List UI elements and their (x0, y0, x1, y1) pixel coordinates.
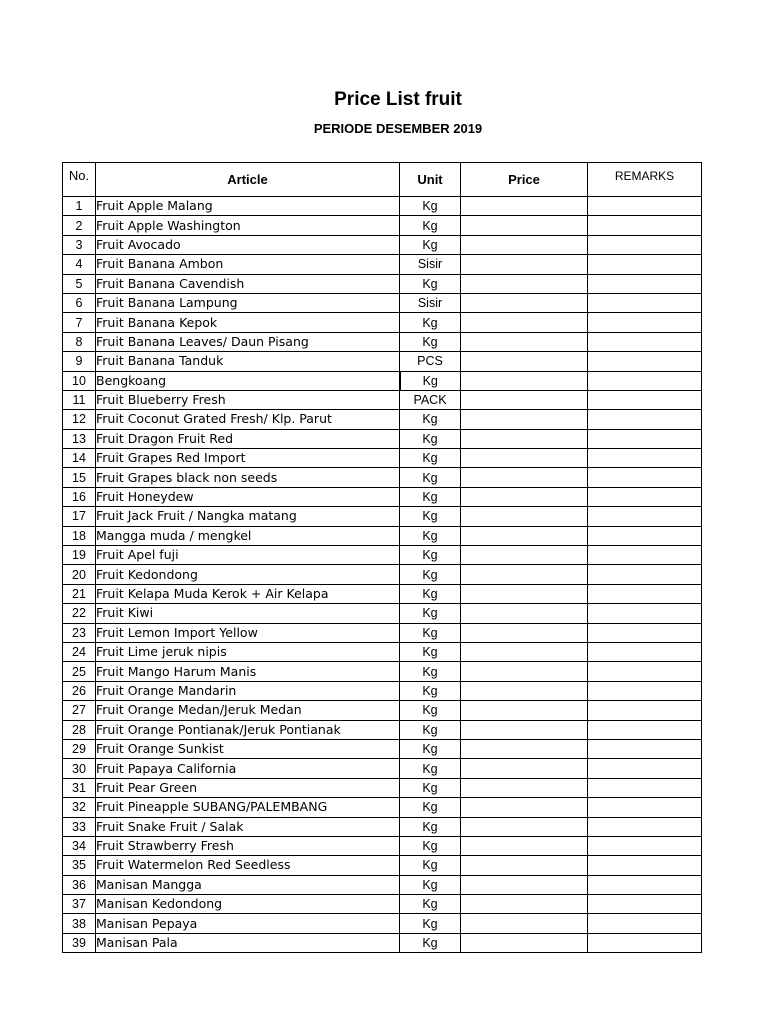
row-number: 25 (63, 662, 96, 681)
table-row (63, 642, 702, 661)
row-number: 16 (63, 487, 96, 506)
unit-cell: Kg (400, 565, 461, 584)
row-number: 9 (63, 352, 96, 371)
row-number: 31 (63, 778, 96, 797)
article-cell: Fruit Pear Green (96, 778, 400, 797)
article-cell: Fruit Banana Cavendish (96, 274, 400, 293)
row-number: 11 (63, 390, 96, 409)
price-cell (461, 429, 588, 448)
unit-cell: Kg (400, 933, 461, 952)
table-row (63, 468, 702, 487)
price-cell (461, 642, 588, 661)
table-row (63, 662, 702, 681)
remarks-cell (588, 778, 702, 797)
row-number: 13 (63, 429, 96, 448)
price-cell (461, 604, 588, 623)
price-cell (461, 623, 588, 642)
price-cell (461, 798, 588, 817)
article-cell: Manisan Pala (96, 933, 400, 952)
price-table (62, 162, 702, 953)
unit-cell: Kg (400, 720, 461, 739)
article-cell: Fruit Banana Kepok (96, 313, 400, 332)
table-row (63, 720, 702, 739)
article-cell: Fruit Banana Lampung (96, 293, 400, 312)
remarks-cell (588, 604, 702, 623)
article-cell: Fruit Lemon Import Yellow (96, 623, 400, 642)
article-cell: Fruit Jack Fruit / Nangka matang (96, 507, 400, 526)
article-cell: Fruit Apple Malang (96, 197, 400, 216)
unit-cell: Kg (400, 914, 461, 933)
price-cell (461, 197, 588, 216)
row-number: 12 (63, 410, 96, 429)
unit-cell: Kg (400, 197, 461, 216)
table-row (63, 235, 702, 254)
table-row (63, 546, 702, 565)
article-cell: Fruit Mango Harum Manis (96, 662, 400, 681)
price-cell (461, 778, 588, 797)
remarks-cell (588, 895, 702, 914)
price-cell (461, 468, 588, 487)
row-number: 22 (63, 604, 96, 623)
article-cell: Fruit Apple Washington (96, 216, 400, 235)
unit-cell: Kg (400, 468, 461, 487)
price-cell (461, 390, 588, 409)
unit-cell: Kg (400, 526, 461, 545)
row-number: 34 (63, 836, 96, 855)
price-cell (461, 274, 588, 293)
price-cell (461, 235, 588, 254)
row-number: 10 (63, 371, 96, 390)
unit-cell: Kg (400, 546, 461, 565)
table-row (63, 565, 702, 584)
table-row (63, 293, 702, 312)
price-cell (461, 255, 588, 274)
remarks-cell (588, 487, 702, 506)
price-cell (461, 352, 588, 371)
remarks-cell (588, 216, 702, 235)
remarks-cell (588, 701, 702, 720)
price-cell (461, 507, 588, 526)
table-row (63, 526, 702, 545)
row-number: 33 (63, 817, 96, 836)
remarks-cell (588, 798, 702, 817)
row-number: 15 (63, 468, 96, 487)
remarks-cell (588, 468, 702, 487)
unit-cell: Kg (400, 681, 461, 700)
price-cell (461, 371, 588, 390)
table-row (63, 856, 702, 875)
row-number: 8 (63, 332, 96, 351)
page-subtitle: PERIODE DESEMBER 2019 (313, 121, 483, 136)
article-cell: Bengkoang (96, 371, 400, 390)
unit-cell: Kg (400, 604, 461, 623)
remarks-cell (588, 681, 702, 700)
table-row (63, 914, 702, 933)
table-row (63, 778, 702, 797)
price-cell (461, 701, 588, 720)
unit-cell: Kg (400, 895, 461, 914)
table-row (63, 429, 702, 448)
remarks-cell (588, 293, 702, 312)
price-cell (461, 449, 588, 468)
remarks-cell (588, 914, 702, 933)
article-cell: Fruit Kedondong (96, 565, 400, 584)
price-cell (461, 487, 588, 506)
row-number: 4 (63, 255, 96, 274)
article-cell: Mangga muda / mengkel (96, 526, 400, 545)
price-cell (461, 739, 588, 758)
remarks-cell (588, 526, 702, 545)
remarks-cell (588, 856, 702, 875)
table-row (63, 875, 702, 894)
price-cell (461, 313, 588, 332)
row-number: 14 (63, 449, 96, 468)
remarks-cell (588, 739, 702, 758)
remarks-cell (588, 313, 702, 332)
unit-cell: Kg (400, 856, 461, 875)
table-row (63, 274, 702, 293)
row-number: 23 (63, 623, 96, 642)
remarks-cell (588, 759, 702, 778)
remarks-cell (588, 332, 702, 351)
remarks-cell (588, 623, 702, 642)
unit-cell: Kg (400, 739, 461, 758)
unit-cell: Kg (400, 429, 461, 448)
header-remarks: REMARKS (588, 163, 702, 197)
row-number: 29 (63, 739, 96, 758)
price-cell (461, 293, 588, 312)
table-row (63, 817, 702, 836)
row-number: 37 (63, 895, 96, 914)
unit-cell: Sisir (400, 293, 461, 312)
article-cell: Fruit Kiwi (96, 604, 400, 623)
unit-cell: Kg (400, 875, 461, 894)
price-cell (461, 662, 588, 681)
unit-cell: Kg (400, 798, 461, 817)
article-cell: Fruit Apel fuji (96, 546, 400, 565)
unit-cell: Kg (400, 701, 461, 720)
table-row (63, 313, 702, 332)
price-cell (461, 332, 588, 351)
unit-cell: Kg (400, 371, 461, 390)
row-number: 27 (63, 701, 96, 720)
unit-cell: Kg (400, 313, 461, 332)
price-cell (461, 759, 588, 778)
table-row (63, 507, 702, 526)
header-article: Article (96, 163, 400, 197)
price-cell (461, 216, 588, 235)
table-row (63, 332, 702, 351)
unit-cell: Kg (400, 449, 461, 468)
article-cell: Fruit Blueberry Fresh (96, 390, 400, 409)
remarks-cell (588, 449, 702, 468)
price-cell (461, 914, 588, 933)
price-cell (461, 817, 588, 836)
page-title: Price List fruit (334, 89, 462, 110)
article-cell: Fruit Orange Mandarin (96, 681, 400, 700)
table-row (63, 759, 702, 778)
article-cell: Fruit Snake Fruit / Salak (96, 817, 400, 836)
table-row (63, 739, 702, 758)
unit-cell: Kg (400, 817, 461, 836)
row-number: 21 (63, 584, 96, 603)
table-body (63, 197, 702, 953)
price-cell (461, 933, 588, 952)
article-cell: Fruit Pineapple SUBANG/PALEMBANG (96, 798, 400, 817)
remarks-cell (588, 546, 702, 565)
row-number: 24 (63, 642, 96, 661)
remarks-cell (588, 197, 702, 216)
table-row (63, 487, 702, 506)
header-unit: Unit (400, 163, 461, 197)
row-number: 17 (63, 507, 96, 526)
remarks-cell (588, 352, 702, 371)
article-cell: Fruit Kelapa Muda Kerok + Air Kelapa (96, 584, 400, 603)
row-number: 32 (63, 798, 96, 817)
remarks-cell (588, 390, 702, 409)
article-cell: Fruit Honeydew (96, 487, 400, 506)
unit-cell: Kg (400, 662, 461, 681)
row-number: 18 (63, 526, 96, 545)
price-cell (461, 546, 588, 565)
table-row (63, 701, 702, 720)
row-number: 35 (63, 856, 96, 875)
row-number: 30 (63, 759, 96, 778)
table-row (63, 933, 702, 952)
unit-cell: Kg (400, 487, 461, 506)
table-row (63, 681, 702, 700)
remarks-cell (588, 875, 702, 894)
row-number: 36 (63, 875, 96, 894)
article-cell: Fruit Papaya California (96, 759, 400, 778)
article-cell: Fruit Banana Tanduk (96, 352, 400, 371)
article-cell: Fruit Strawberry Fresh (96, 836, 400, 855)
unit-cell: Kg (400, 216, 461, 235)
price-cell (461, 565, 588, 584)
article-cell: Fruit Grapes black non seeds (96, 468, 400, 487)
row-number: 26 (63, 681, 96, 700)
unit-cell: Kg (400, 332, 461, 351)
price-cell (461, 410, 588, 429)
row-number: 38 (63, 914, 96, 933)
header-price: Price (461, 163, 588, 197)
article-cell: Fruit Lime jeruk nipis (96, 642, 400, 661)
remarks-cell (588, 255, 702, 274)
unit-cell: Kg (400, 623, 461, 642)
table-row (63, 836, 702, 855)
article-cell: Fruit Dragon Fruit Red (96, 429, 400, 448)
table-header-row (63, 163, 702, 197)
price-cell (461, 720, 588, 739)
row-number: 19 (63, 546, 96, 565)
row-number: 2 (63, 216, 96, 235)
unit-cell: Kg (400, 274, 461, 293)
remarks-cell (588, 410, 702, 429)
row-number: 6 (63, 293, 96, 312)
article-cell: Fruit Avocado (96, 235, 400, 254)
remarks-cell (588, 235, 702, 254)
unit-cell: Kg (400, 584, 461, 603)
article-cell: Manisan Mangga (96, 875, 400, 894)
price-cell (461, 856, 588, 875)
remarks-cell (588, 836, 702, 855)
price-cell (461, 875, 588, 894)
article-cell: Fruit Orange Sunkist (96, 739, 400, 758)
unit-cell: PCS (400, 352, 461, 371)
article-cell: Fruit Orange Pontianak/Jeruk Pontianak (96, 720, 400, 739)
article-cell: Fruit Grapes Red Import (96, 449, 400, 468)
article-cell: Fruit Orange Medan/Jeruk Medan (96, 701, 400, 720)
unit-cell: Kg (400, 507, 461, 526)
row-number: 7 (63, 313, 96, 332)
remarks-cell (588, 507, 702, 526)
remarks-cell (588, 429, 702, 448)
table-row (63, 584, 702, 603)
table-row (63, 352, 702, 371)
row-number: 5 (63, 274, 96, 293)
price-cell (461, 681, 588, 700)
remarks-cell (588, 371, 702, 390)
row-number: 3 (63, 235, 96, 254)
unit-cell: Kg (400, 235, 461, 254)
article-cell: Manisan Pepaya (96, 914, 400, 933)
table-row (63, 216, 702, 235)
remarks-cell (588, 584, 702, 603)
article-cell: Fruit Coconut Grated Fresh/ Klp. Parut (96, 410, 400, 429)
remarks-cell (588, 565, 702, 584)
unit-cell: Kg (400, 778, 461, 797)
row-number: 28 (63, 720, 96, 739)
table-row (63, 449, 702, 468)
unit-cell: Kg (400, 836, 461, 855)
remarks-cell (588, 720, 702, 739)
remarks-cell (588, 274, 702, 293)
unit-cell: PACK (400, 390, 461, 409)
table-row (63, 895, 702, 914)
table-row (63, 371, 702, 390)
remarks-cell (588, 642, 702, 661)
header-no: No. (63, 163, 96, 197)
table-row (63, 390, 702, 409)
table-row (63, 197, 702, 216)
table-row (63, 410, 702, 429)
table-row (63, 623, 702, 642)
unit-cell: Kg (400, 759, 461, 778)
unit-cell: Sisir (400, 255, 461, 274)
article-cell: Fruit Banana Ambon (96, 255, 400, 274)
price-cell (461, 526, 588, 545)
price-cell (461, 895, 588, 914)
remarks-cell (588, 933, 702, 952)
article-cell: Manisan Kedondong (96, 895, 400, 914)
table-row (63, 604, 702, 623)
article-cell: Fruit Banana Leaves/ Daun Pisang (96, 332, 400, 351)
row-number: 20 (63, 565, 96, 584)
table-row (63, 798, 702, 817)
unit-cell: Kg (400, 642, 461, 661)
remarks-cell (588, 662, 702, 681)
row-number: 39 (63, 933, 96, 952)
price-cell (461, 584, 588, 603)
table-row (63, 255, 702, 274)
row-number: 1 (63, 197, 96, 216)
price-cell (461, 836, 588, 855)
remarks-cell (588, 817, 702, 836)
article-cell: Fruit Watermelon Red Seedless (96, 856, 400, 875)
unit-cell: Kg (400, 410, 461, 429)
